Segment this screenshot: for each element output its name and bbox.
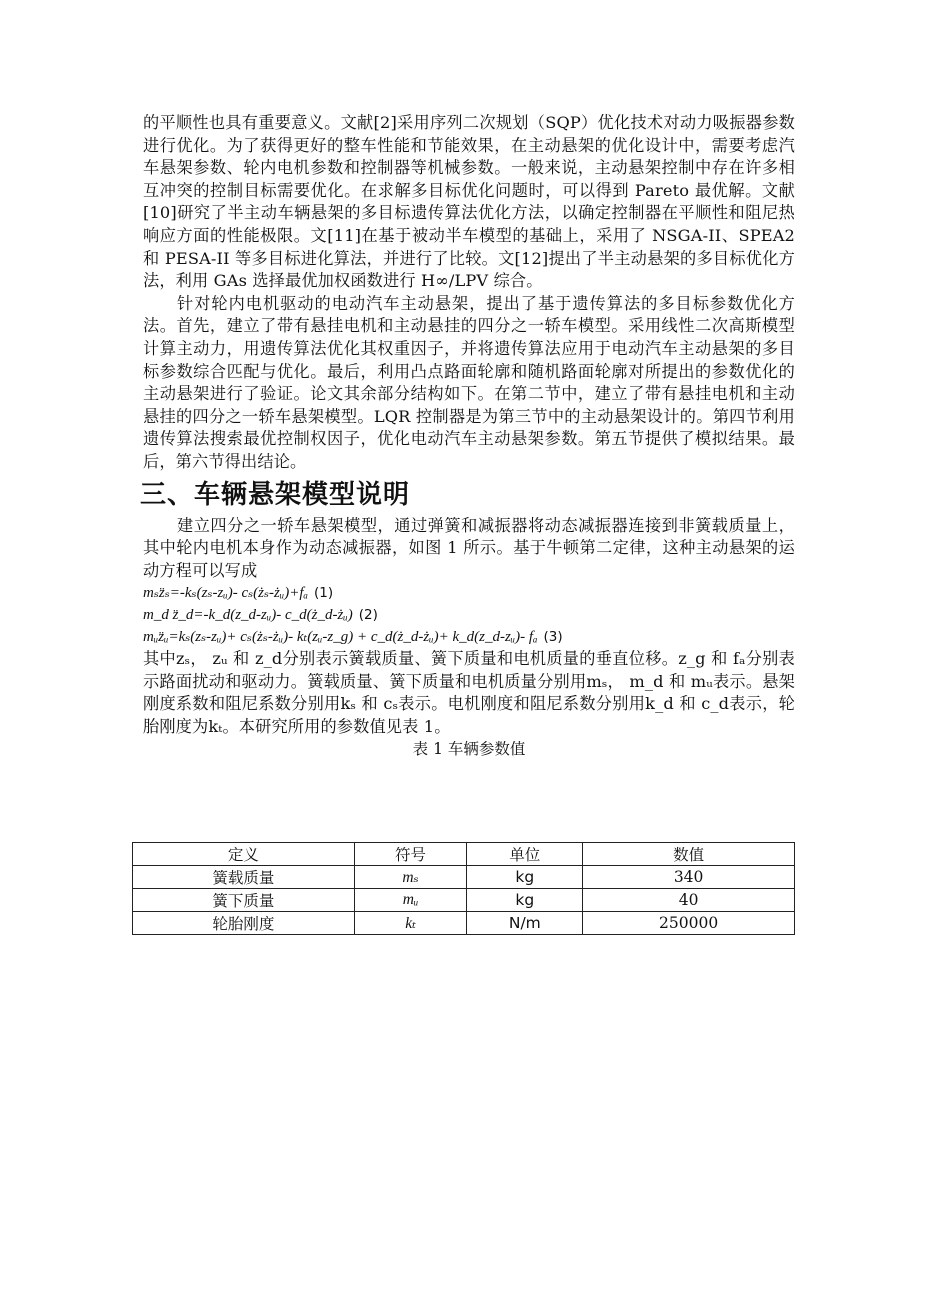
paragraph-model-description: 建立四分之一轿车悬架模型，通过弹簧和减振器将动态减振器连接到非簧载质量上，其中轮内电机本身作为动态减振器，如图 1 所示。基于牛顿第二定律，这种主动悬架的运动方程可以写成	[143, 515, 795, 580]
table-row	[133, 866, 795, 889]
cell-definition: 簧下质量	[133, 889, 355, 912]
table-row	[133, 912, 795, 935]
paragraph-intro-continued: 的平顺性也具有重要意义。文献[2]采用序列二次规划（SQP）优化技术对动力吸振器参数进行优化。为了获得更好的整车性能和节能效果，在主动悬架的优化设计中，需要考虑汽车悬架参数、轮内电机参数和控制器等机械参数。一般来说，主动悬架控制中存在许多相互冲突的控制目标需要优化。在求解多目标优化问题时，可以得到 Pareto 最优解。文献[10]研究了半主动车辆悬架的多目标遗传算法优化方法，以确定控制器在平顺性和阻尼热响应方面的性能极限。文[11]在基于被动半车模型的基础上，采用了 NSGA-II、SPEA2 和 PESA-II 等多目标进化算法，并进行了比较。文[12]提出了半主动悬架的多目标优化方法，利用 GAs 选择最优加权函数进行 H∞/LPV 综合。	[143, 113, 795, 291]
document-body	[140, 112, 795, 759]
equation-3-body: mᵤz̈ᵤ=kₛ(zₛ-zᵤ)+ cₛ(żₛ-żᵤ)- kₜ(zᵤ-z_g) + c_d(ż_d-żᵤ)+ k_d(z_d-zᵤ)- fₐ	[143, 629, 538, 646]
equation-2-number: (2)	[358, 607, 378, 624]
cell-value: 250000	[583, 912, 795, 935]
paragraph-variable-definitions: 其中zₛ， zᵤ 和 z_d分别表示簧载质量、簧下质量和电机质量的垂直位移。z_g 和 fₐ分别表示路面扰动和驱动力。簧载质量、簧下质量和电机质量分别用mₛ， m_d 和 mᵤ表示。悬架刚度系数和阻尼系数分别用kₛ 和 cₛ表示。电机刚度和阻尼系数分别用k_d 和 c_d表示，轮胎刚度为kₜ。本研究所用的参数值见表 1。	[143, 649, 795, 737]
equation-1-body: mₛz̈ₛ=-kₛ(zₛ-zᵤ)- cₛ(żₛ-żᵤ)+fₐ	[143, 585, 308, 602]
header-value: 数值	[583, 843, 795, 866]
vehicle-parameter-table	[132, 842, 795, 935]
cell-definition: 轮胎刚度	[133, 912, 355, 935]
table-caption: 表 1 车辆参数值	[412, 739, 526, 758]
equation-2-body: m_d z̈_d=-k_d(z_d-zᵤ)- c_d(ż_d-żᵤ)	[143, 607, 353, 624]
cell-unit: kg	[467, 866, 583, 889]
table-header-row	[133, 843, 795, 866]
cell-symbol: mₛ	[354, 866, 467, 889]
cell-value: 340	[583, 866, 795, 889]
equation-3	[143, 626, 795, 648]
equation-1-number: (1)	[313, 585, 334, 602]
cell-value: 40	[583, 889, 795, 912]
equation-2	[143, 604, 795, 626]
equation-3-number: (3)	[543, 629, 563, 646]
header-unit: 单位	[467, 843, 583, 866]
cell-symbol: mᵤ	[354, 889, 467, 912]
paragraph-method-overview: 针对轮内电机驱动的电动汽车主动悬架，提出了基于遗传算法的多目标参数优化方法。首先，建立了带有悬挂电机和主动悬挂的四分之一轿车模型。采用线性二次高斯模型计算主动力，用遗传算法优化其权重因子，并将遗传算法应用于电动汽车主动悬架的多目标参数综合匹配与优化。最后，利用凸点路面轮廓和随机路面轮廓对所提出的参数优化的主动悬架进行了验证。论文其余部分结构如下。在第二节中，建立了带有悬挂电机和主动悬挂的四分之一轿车悬架模型。LQR 控制器是为第三节中的主动悬架设计的。第四节利用遗传算法搜索最优控制权因子，优化电动汽车主动悬架参数。第五节提供了模拟结果。最后，第六节得出结论。	[143, 293, 795, 471]
equation-1	[143, 582, 795, 604]
cell-unit: kg	[467, 889, 583, 912]
table-row	[133, 889, 795, 912]
cell-symbol: kₜ	[354, 912, 467, 935]
cell-unit: N/m	[467, 912, 583, 935]
cell-definition: 簧载质量	[133, 866, 355, 889]
header-symbol: 符号	[354, 843, 467, 866]
header-definition: 定义	[133, 843, 355, 866]
section-heading: 三、车辆悬架模型说明	[140, 479, 411, 510]
